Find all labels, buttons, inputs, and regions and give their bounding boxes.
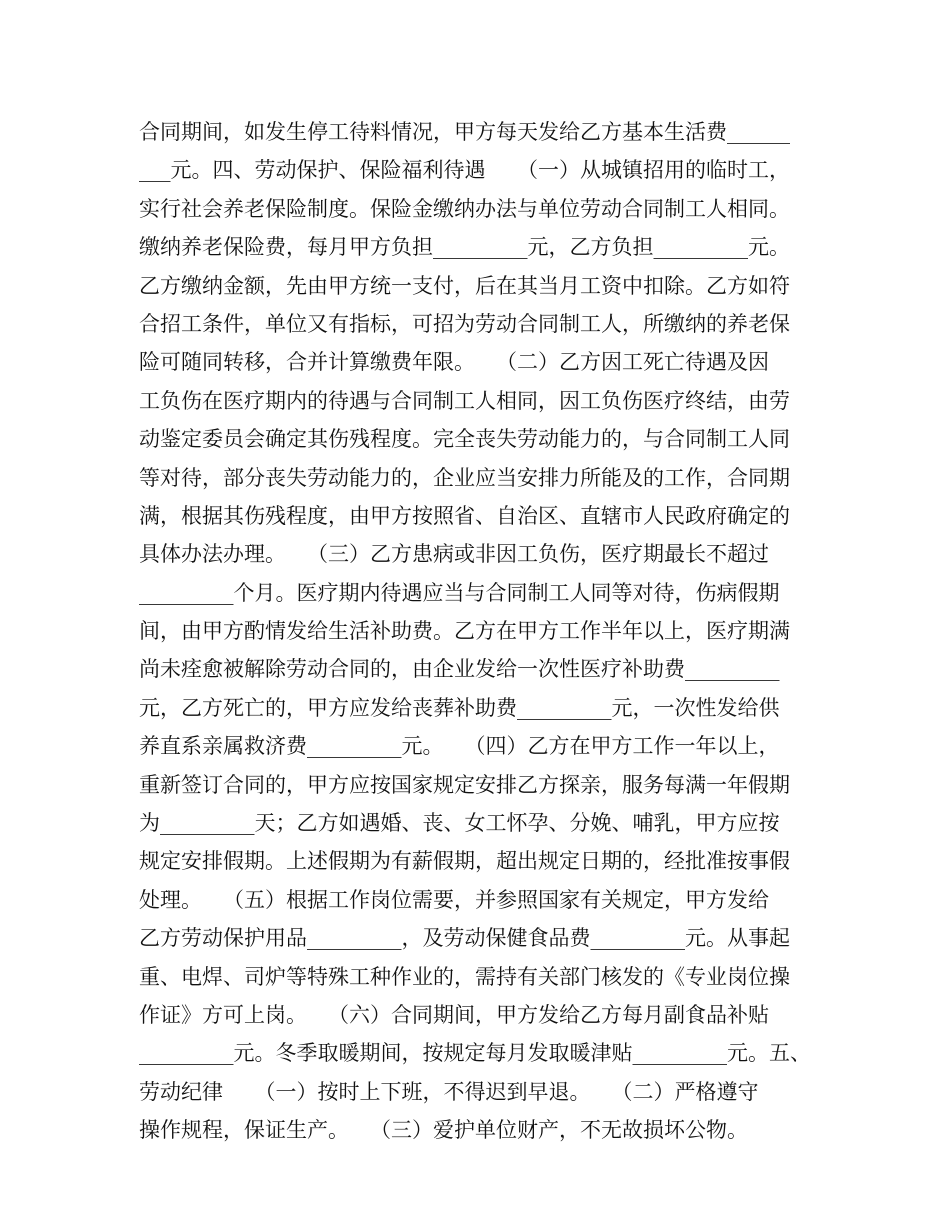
text-line: _________元。冬季取暖期间，按规定每月发取暖津贴_________元。五、 (139, 1041, 811, 1066)
text-line: 规定安排假期。上述假期为有薪假期，超出规定日期的，经批准按事假 (139, 849, 790, 874)
text-line: 为_________天；乙方如遇婚、丧、女工怀孕、分娩、哺乳，甲方应按 (139, 811, 780, 836)
text-line: 险可随同转移，合并计算缴费年限。 （二）乙方因工死亡待遇及因 (139, 350, 769, 375)
text-line: 具体办法办理。 （三）乙方患病或非因工负伤，医疗期最长不超过 (139, 542, 769, 567)
text-line: ___元。四、劳动保护、保险福利待遇 （一）从城镇招用的临时工， (139, 158, 790, 183)
text-line: 操作规程，保证生产。 （三）爱护单位财产，不无故损坏公物。 (139, 1118, 748, 1143)
contract-body-text (139, 113, 829, 1150)
text-line: 合招工条件，单位又有指标，可招为劳动合同制工人，所缴纳的养老保 (139, 311, 790, 336)
text-line: 作证》方可上岗。 （六）合同期间，甲方发给乙方每月副食品补贴 (139, 1002, 769, 1027)
text-line: 实行社会养老保险制度。保险金缴纳办法与单位劳动合同制工人相同。 (139, 196, 790, 221)
text-line: 劳动纪律 （一）按时上下班，不得迟到早退。 （二）严格遵守 (139, 1079, 759, 1104)
text-line: 等对待，部分丧失劳动能力的，企业应当安排力所能及的工作，合同期 (139, 465, 790, 490)
text-line: 乙方缴纳金额，先由甲方统一支付，后在其当月工资中扣除。乙方如符 (139, 273, 790, 298)
text-line: 合同期间，如发生停工待料情况，甲方每天发给乙方基本生活费______ (139, 120, 790, 144)
text-line: 养直系亲属救济费_________元。 （四）乙方在甲方工作一年以上， (139, 734, 780, 759)
text-line: 动鉴定委员会确定其伤残程度。完全丧失劳动能力的，与合同制工人同 (139, 427, 790, 452)
text-line: 尚未痊愈被解除劳动合同的，由企业发给一次性医疗补助费_________ (139, 657, 780, 682)
text-line: 重、电焊、司炉等特殊工种作业的，需持有关部门核发的《专业岗位操 (139, 964, 790, 989)
text-line: 工负伤在医疗期内的待遇与合同制工人相同，因工负伤医疗终结，由劳 (139, 388, 790, 413)
text-line: _________个月。医疗期内待遇应当与合同制工人同等对待，伤病假期 (139, 580, 780, 605)
text-line: 处理。 （五）根据工作岗位需要，并参照国家有关规定，甲方发给 (139, 887, 769, 912)
text-line: 元，乙方死亡的，甲方应发给丧葬补助费_________元，一次性发给供 (139, 695, 780, 720)
text-line: 乙方劳动保护用品_________，及劳动保健食品费_________元。从事起 (139, 926, 790, 951)
text-line: 重新签订合同的，甲方应按国家规定安排乙方探亲，服务每满一年假期 (139, 772, 790, 797)
text-line: 缴纳养老保险费，每月甲方负担_________元，乙方负担_________元。 (139, 235, 790, 260)
text-line: 间，由甲方酌情发给生活补助费。乙方在甲方工作半年以上，医疗期满 (139, 619, 790, 644)
text-line: 满，根据其伤残程度，由甲方按照省、自治区、直辖市人民政府确定的 (139, 503, 790, 528)
